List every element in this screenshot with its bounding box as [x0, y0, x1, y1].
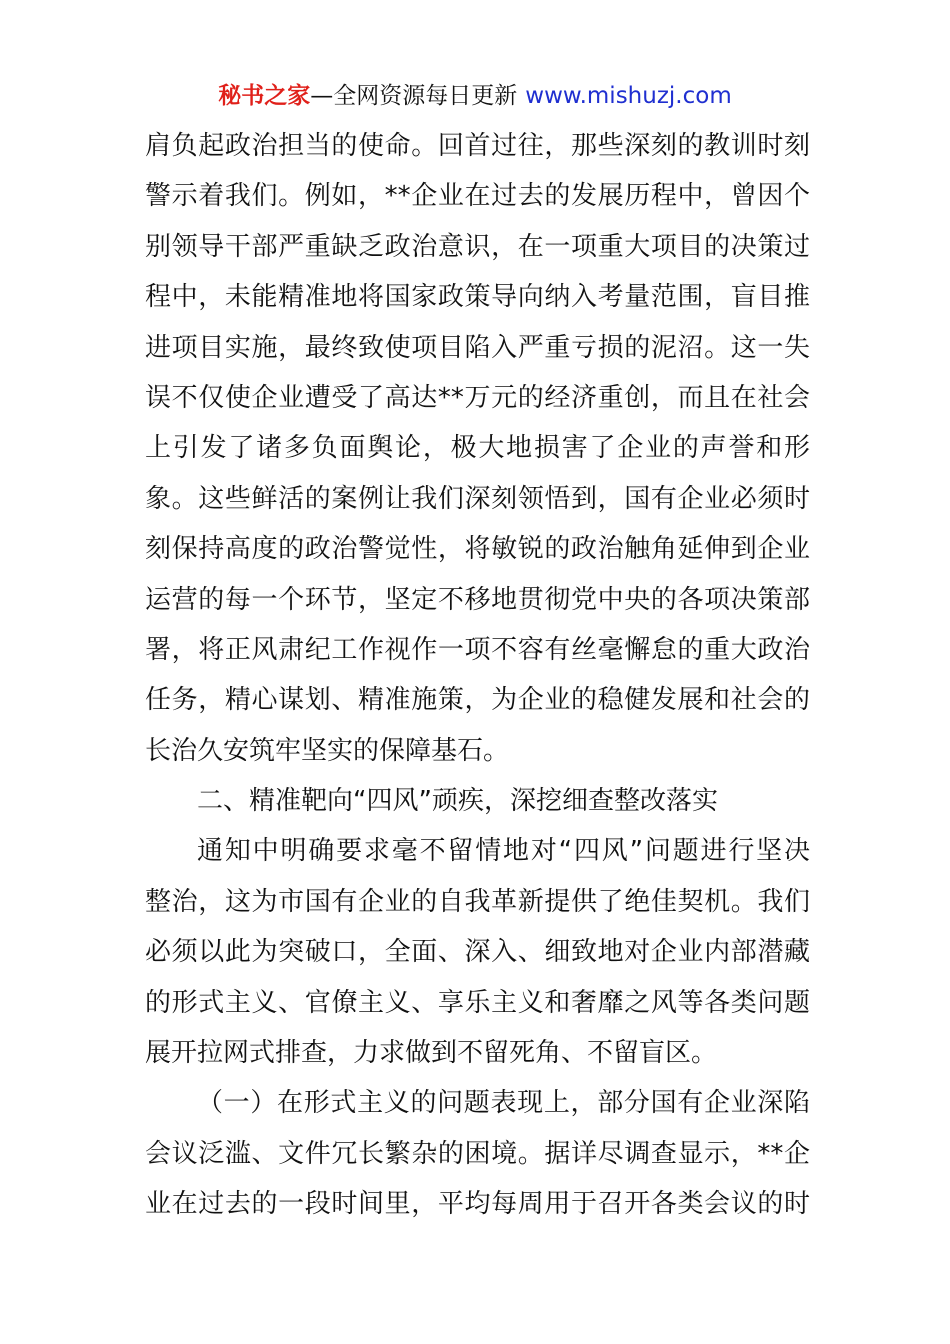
- text-line: 展开拉网式排查，力求做到不留死角、不留盲区。: [145, 1038, 718, 1069]
- text-line: 刻保持高度的政治警觉性，将敏锐的政治触角延伸到企业: [145, 534, 810, 565]
- text-line: 通知中明确要求毫不留情地对“四风”问题进行坚决: [197, 836, 810, 867]
- brand-slogan: —全网资源每日更新: [310, 83, 518, 109]
- text-line: 业在过去的一段时间里，平均每周用于召开各类会议的时: [145, 1189, 810, 1220]
- text-line: 任务，精心谋划、精准施策，为企业的稳健发展和社会的: [145, 685, 810, 716]
- document-body: [145, 121, 810, 1230]
- text-line: 警示着我们。例如，**企业在过去的发展历程中，曾因个: [145, 181, 810, 212]
- text-line: 别领导干部严重缺乏政治意识，在一项重大项目的决策过: [145, 231, 810, 262]
- text-line: 程中，未能精准地将国家政策导向纳入考量范围，盲目推: [145, 282, 810, 313]
- site-url: www.mishuzj.com: [525, 83, 732, 109]
- text-line: 的形式主义、官僚主义、享乐主义和奢靡之风等各类问题: [145, 987, 810, 1018]
- site-banner: [0, 80, 950, 112]
- text-line: 会议泛滥、文件冗长繁杂的困境。据详尽调查显示，**企: [145, 1138, 810, 1169]
- text-line: 署，将正风肃纪工作视作一项不容有丝毫懈怠的重大政治: [145, 634, 810, 665]
- text-line: （一）在形式主义的问题表现上，部分国有企业深陷: [197, 1088, 810, 1119]
- text-line: 上引发了诸多负面舆论，极大地损害了企业的声誉和形: [145, 433, 810, 464]
- text-line: 肩负起政治担当的使命。回首过往，那些深刻的教训时刻: [145, 131, 810, 161]
- text-line: 进项目实施，最终致使项目陷入严重亏损的泥沼。这一失: [145, 332, 810, 363]
- section-heading: 二、精准靶向“四风”顽疾，深挖细查整改落实: [197, 786, 718, 817]
- text-line: 长治久安筑牢坚实的保障基石。: [145, 735, 510, 766]
- text-line: 象。这些鲜活的案例让我们深刻领悟到，国有企业必须时: [145, 483, 810, 514]
- text-line: 必须以此为突破口，全面、深入、细致地对企业内部潜藏: [145, 937, 810, 968]
- brand-name: 秘书之家: [218, 83, 311, 109]
- text-line: 运营的每一个环节，坚定不移地贯彻党中央的各项决策部: [145, 584, 810, 615]
- text-line: 误不仅使企业遭受了高达**万元的经济重创，而且在社会: [145, 382, 810, 413]
- text-line: 整治，这为市国有企业的自我革新提供了绝佳契机。我们: [145, 886, 810, 917]
